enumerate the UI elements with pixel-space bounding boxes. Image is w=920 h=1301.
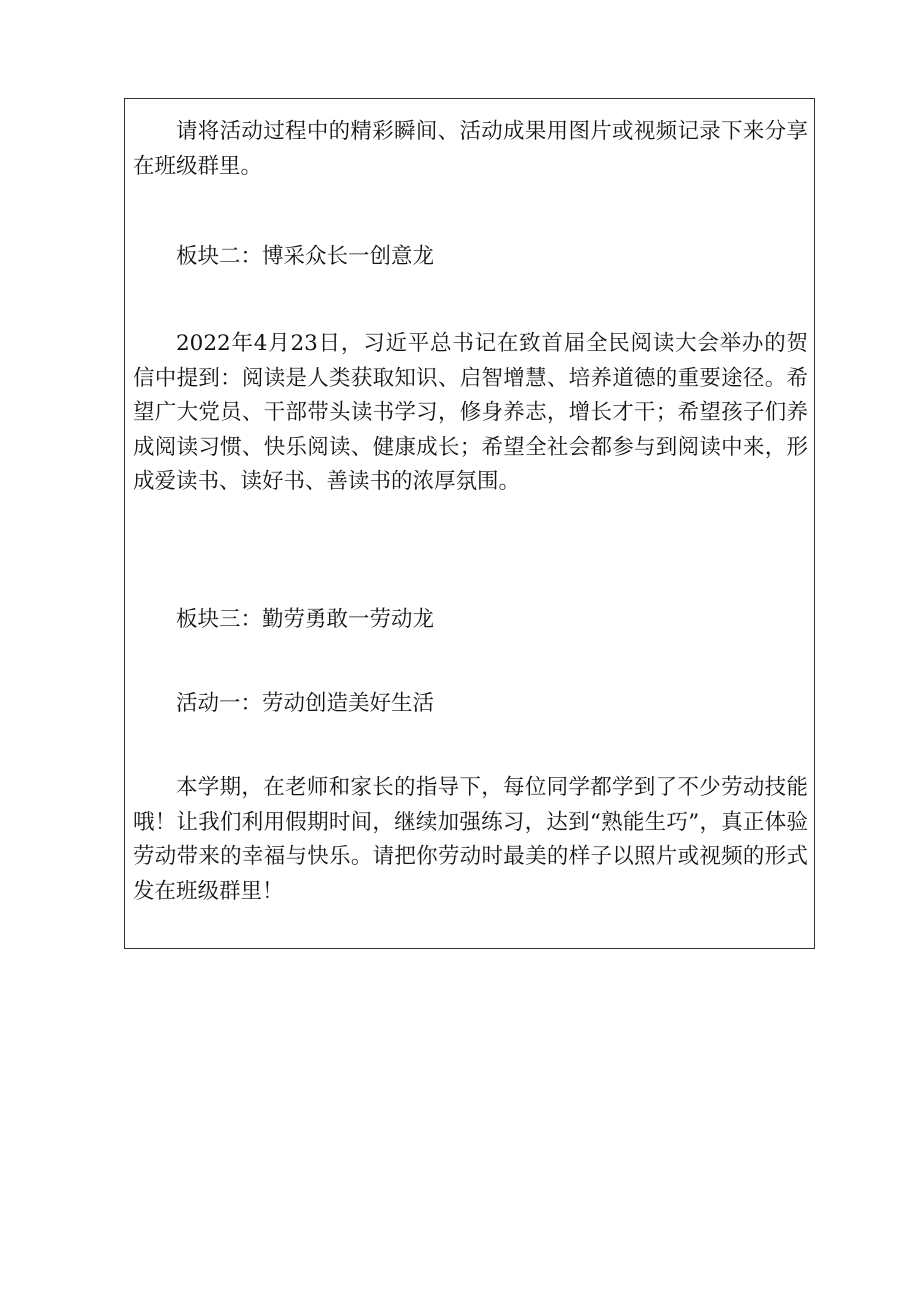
share-instruction-paragraph: 请将活动过程中的精彩瞬间、活动成果用图片或视频记录下来分享在班级群里。 bbox=[133, 119, 808, 179]
reading-paragraph: 2022年4月23日，习近平总书记在致首届全民阅读大会举办的贺信中提到：阅读是人类获取知识、启智增慧、培养道德的重要途径。希望广大党员、干部带头读书学习，修身养志，增长才干；希望孩子们养成阅读习惯、快乐阅读、健康成长；希望全社会都参与到阅读中来，形成爱读书、读好书、善读书的浓厚氛围。 bbox=[133, 331, 808, 494]
activity-one-heading: 活动一：劳动创造美好生活 bbox=[176, 691, 435, 716]
section-two-heading: 板块二：博采众长一创意龙 bbox=[176, 244, 435, 269]
section-three-heading: 板块三：勤劳勇敢一劳动龙 bbox=[176, 607, 435, 632]
content-box bbox=[124, 98, 815, 949]
labor-paragraph: 本学期，在老师和家长的指导下，每位同学都学到了不少劳动技能哦！让我们利用假期时间，继续加强练习，达到“熟能生巧”，真正体验劳动带来的幸福与快乐。请把你劳动时最美的样子以照片或视频的形式发在班级群里！ bbox=[133, 775, 808, 904]
